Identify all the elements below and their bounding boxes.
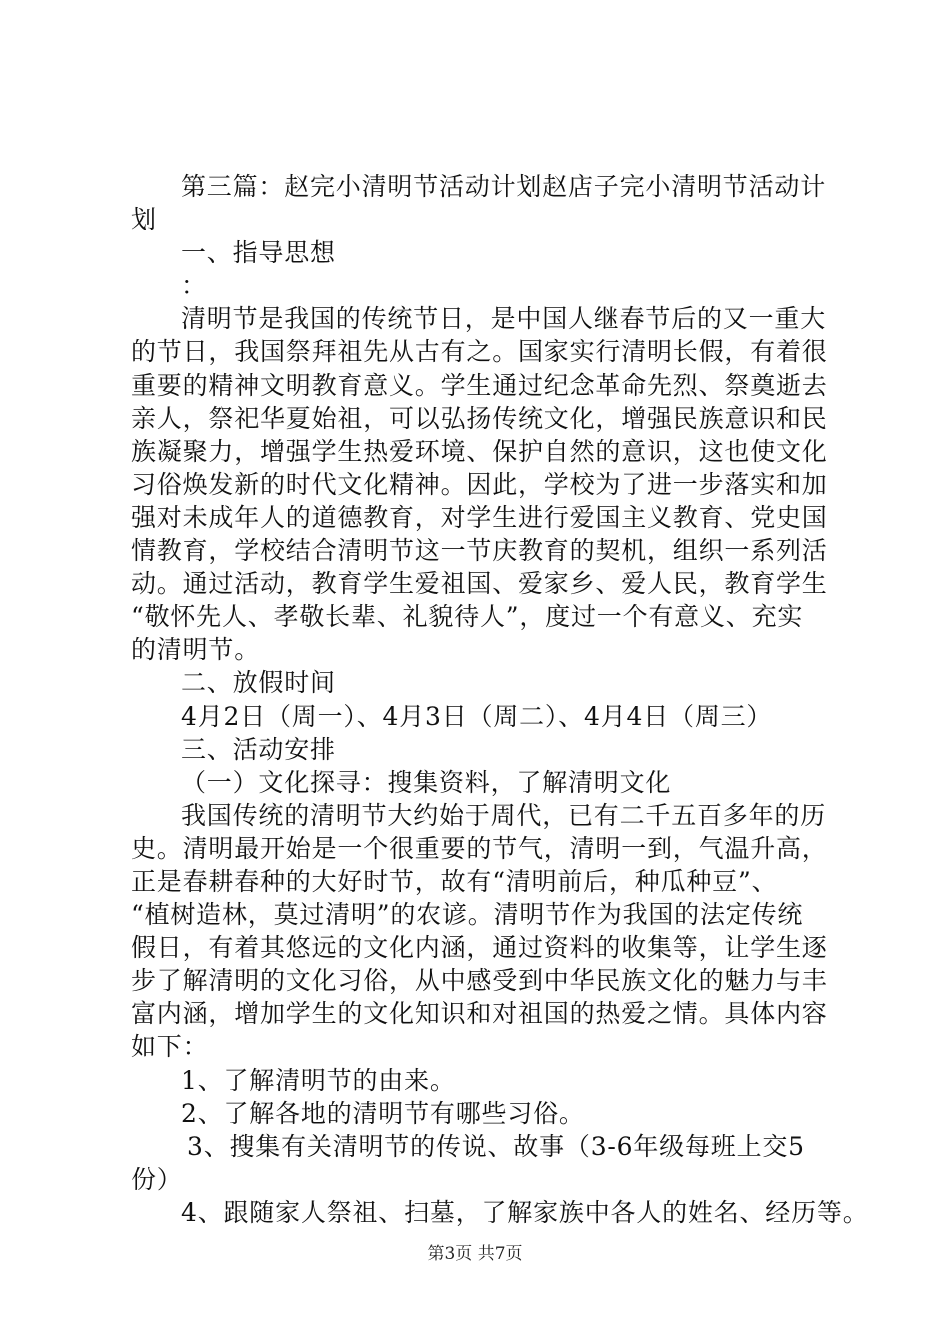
paragraph-line: 情教育，学校结合清明节这一节庆教育的契机，组织一系列活 bbox=[131, 536, 828, 566]
paragraph-line: “敬怀先人、孝敬长辈、礼貌待人”，度过一个有意义、充实 bbox=[131, 602, 804, 632]
paragraph-line: 的节日，我国祭拜祖先从古有之。国家实行清明长假，有着很 bbox=[131, 337, 828, 367]
heading-activity-plan: 三、活动安排 bbox=[181, 734, 336, 764]
paragraph-line: 史。清明最开始是一个很重要的节气，清明一到，气温升高， bbox=[131, 833, 828, 863]
paragraph-line: 的清明节。 bbox=[131, 635, 261, 665]
page-number-footer: 第3页 共7页 bbox=[427, 1244, 523, 1264]
holiday-dates: 4月2日（周一）、4月3日（周二）、4月4日（周三） bbox=[181, 701, 773, 731]
paragraph-line: 习俗焕发新的时代文化精神。因此，学校为了进一步落实和加 bbox=[131, 469, 828, 499]
paragraph-line: 正是春耕春种的大好时节，故有“清明前后，种瓜种豆”、 bbox=[131, 866, 778, 896]
paragraph-line: 重要的精神文明教育意义。学生通过纪念革命先烈、祭奠逝去 bbox=[131, 370, 828, 400]
heading-holiday-time: 二、放假时间 bbox=[181, 668, 336, 698]
section-title-continuation: 划 bbox=[131, 205, 157, 235]
paragraph-line: 清明节是我国的传统节日，是中国人继春节后的又一重大 bbox=[181, 304, 827, 334]
list-item: 1、了解清明节的由来。 bbox=[181, 1065, 456, 1095]
list-item: 4、跟随家人祭祖、扫墓，了解家族中各人的姓名、经历等。 bbox=[181, 1197, 869, 1227]
section-title-line: 第三篇：赵完小清明节活动计划赵店子完小清明节活动计 bbox=[181, 172, 827, 201]
paragraph-line: 如下： bbox=[131, 1032, 209, 1062]
list-item: 3、搜集有关清明节的传说、故事（3-6年级每班上交5 bbox=[187, 1131, 805, 1161]
list-item-continuation: 份） bbox=[131, 1164, 183, 1194]
paragraph-line: 步了解清明的文化习俗，从中感受到中华民族文化的魅力与丰 bbox=[131, 966, 828, 996]
paragraph-line: 动。通过活动，教育学生爱祖国、爱家乡、爱人民，教育学生 bbox=[131, 569, 828, 599]
paragraph-line: 强对未成年人的道德教育，对学生进行爱国主义教育、党史国 bbox=[131, 502, 828, 532]
paragraph-line: 亲人，祭祀华夏始祖，可以弘扬传统文化，增强民族意识和民 bbox=[131, 403, 828, 433]
paragraph-line: 假日，有着其悠远的文化内涵，通过资料的收集等，让学生逐 bbox=[131, 933, 828, 963]
subheading-culture-exploration: （一）文化探寻：搜集资料，了解清明文化 bbox=[181, 767, 672, 797]
paragraph-line: 富内涵，增加学生的文化知识和对祖国的热爱之情。具体内容 bbox=[131, 999, 828, 1029]
heading-guiding-thought: 一、指导思想 bbox=[181, 238, 336, 268]
paragraph-line: 我国传统的清明节大约始于周代，已有二千五百多年的历 bbox=[181, 800, 827, 830]
list-item: 2、了解各地的清明节有哪些习俗。 bbox=[181, 1098, 585, 1128]
paragraph-line: “植树造林，莫过清明”的农谚。清明节作为我国的法定传统 bbox=[131, 900, 804, 930]
document-body bbox=[131, 170, 869, 1229]
text-line: ： bbox=[181, 271, 207, 301]
paragraph-line: 族凝聚力，增强学生热爱环境、保护自然的意识，这也使文化 bbox=[131, 436, 828, 466]
